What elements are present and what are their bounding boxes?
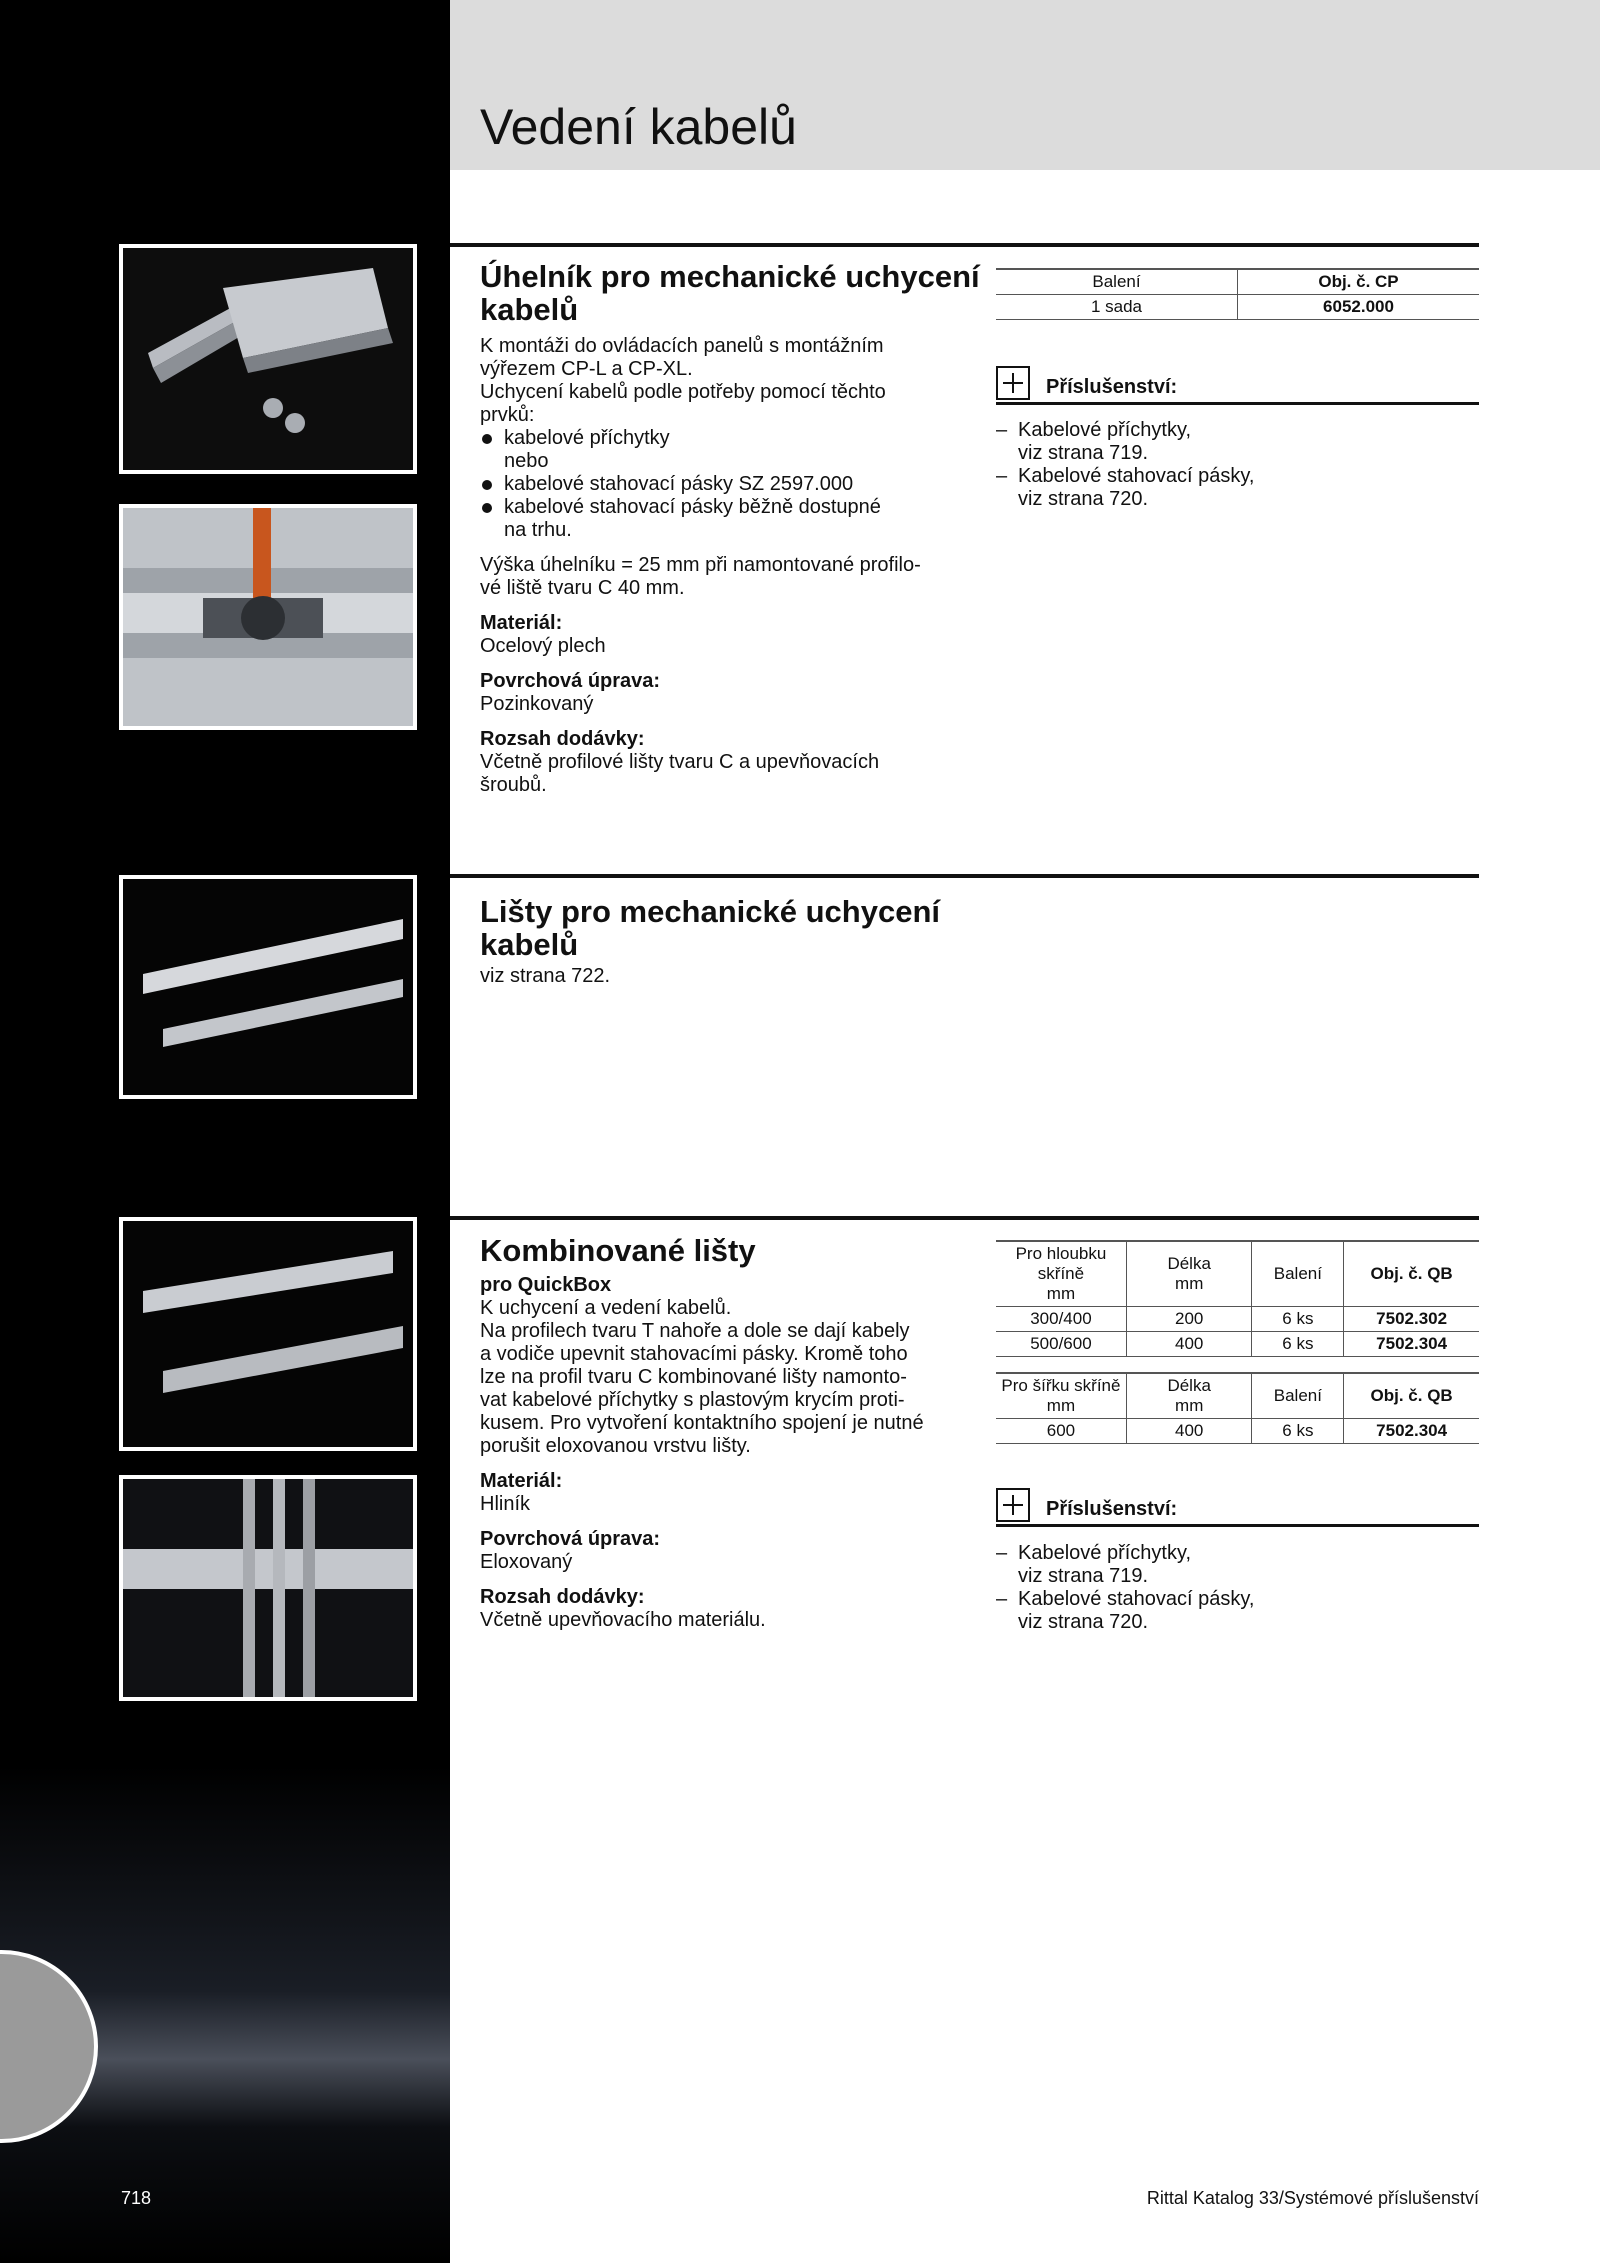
table-cell: 7502.304 [1344, 1332, 1479, 1357]
accessory-name: Kabelové příchytky, [1018, 419, 1192, 441]
table-header: Obj. č. CP [1238, 269, 1480, 295]
material-label: Materiál: [480, 1470, 563, 1492]
accessory-item [996, 419, 1476, 465]
table-cell: 1 sada [996, 295, 1238, 320]
bullet-item: kabelové stahovací pásky běžně dostupné [480, 496, 960, 519]
delivery-value: šroubů. [480, 774, 547, 796]
accessory-item [996, 1588, 1476, 1634]
header-line: Pro šířku skříně [1001, 1376, 1121, 1395]
header-line: mm [1175, 1274, 1204, 1293]
section3-depth-table [996, 1240, 1479, 1357]
accessory-name: Kabelové stahovací pásky, [1018, 465, 1255, 487]
surface-value: Eloxovaný [480, 1551, 573, 1573]
table-header: Obj. č. QB [1344, 1373, 1479, 1419]
section3-accessories-list [996, 1542, 1476, 1634]
section3-accessories-header [996, 1488, 1479, 1527]
table-cell: 300/400 [996, 1307, 1126, 1332]
text-line: vat kabelové příchytky s plastovým krycím proti- [480, 1389, 905, 1411]
header-line: mm [1046, 1396, 1076, 1415]
text-line: na trhu. [504, 519, 572, 541]
text-line: nebo [504, 450, 549, 472]
section1-rule [450, 243, 1479, 247]
page-number: 718 [121, 2188, 152, 2208]
header-line: Pro hloubku skříně [1015, 1244, 1107, 1283]
table-cell: 6 ks [1252, 1307, 1344, 1332]
section3-body [480, 1274, 960, 1632]
header-line: Délka [1167, 1376, 1211, 1395]
section1-accessories-list [996, 419, 1476, 511]
table-cell: 500/600 [996, 1332, 1126, 1357]
table-cell: 6 ks [1252, 1332, 1344, 1357]
table-header: Obj. č. QB [1344, 1241, 1479, 1307]
accessories-label: Příslušenství: [1046, 1498, 1178, 1520]
text-line: Uchycení kabelů podle potřeby pomocí těchto [480, 381, 886, 403]
accessory-page-ref: viz strana 719. [1018, 1565, 1149, 1587]
text-line: výřezem CP-L a CP-XL. [480, 358, 693, 380]
accessory-page-ref: viz strana 720. [1018, 1611, 1149, 1633]
table-header: Balení [1252, 1373, 1344, 1419]
text-line: a vodiče upevnit stahovacími pásky. Kromě toho [480, 1343, 908, 1365]
table-cell: 400 [1126, 1332, 1252, 1357]
text-line: K uchycení a vedení kabelů. [480, 1297, 732, 1319]
section1-order-table [996, 268, 1479, 320]
section3-title: Kombinované lišty [480, 1233, 756, 1268]
section3-width-table [996, 1372, 1479, 1444]
height-note: Výška úhelníku = 25 mm při namontované profilo- [480, 554, 921, 576]
accessory-page-ref: viz strana 720. [1018, 488, 1149, 510]
text-line: Na profilech tvaru T nahoře a dole se dají kabely [480, 1320, 910, 1342]
product-photo-combi-rails [119, 1217, 417, 1451]
text-line: lze na profil tvaru C kombinované lišty namonto- [480, 1366, 907, 1388]
section2-title: Lišty pro mechanické uchycení kabelů [480, 894, 941, 962]
section3-subtitle: pro QuickBox [480, 1274, 612, 1296]
material-value: Ocelový plech [480, 635, 606, 657]
accessory-page-ref: viz strana 719. [1018, 442, 1149, 464]
text-line: kusem. Pro vytvoření kontaktního spojení je nutné [480, 1412, 924, 1434]
section2-rule [450, 874, 1479, 878]
table-row [996, 295, 1479, 320]
text-line: prvků: [480, 404, 535, 426]
table-cell: 7502.302 [1344, 1307, 1479, 1332]
accessories-label: Příslušenství: [1046, 376, 1178, 398]
header-line: Délka [1167, 1254, 1211, 1273]
table-cell: 600 [996, 1419, 1126, 1444]
section3-rule [450, 1216, 1479, 1220]
surface-value: Pozinkovaný [480, 693, 594, 715]
material-value: Hliník [480, 1493, 531, 1515]
table-header [1126, 1373, 1252, 1419]
delivery-label: Rozsah dodávky: [480, 1586, 645, 1608]
page-reference: viz strana 722. [480, 965, 611, 987]
page-title: Vedení kabelů [480, 99, 797, 155]
footer-catalog-title: Rittal Katalog 33/Systémové příslušenství [1146, 2188, 1479, 2208]
accessory-name: Kabelové příchytky, [1018, 1542, 1192, 1564]
delivery-label: Rozsah dodávky: [480, 728, 645, 750]
bullet-item: kabelové stahovací pásky SZ 2597.000 [480, 473, 960, 496]
text-line: porušit eloxovanou vrstvu lišty. [480, 1435, 751, 1457]
section1-title: Úhelník pro mechanické uchycení kabelů [480, 259, 980, 327]
material-label: Materiál: [480, 612, 563, 634]
table-cell: 7502.304 [1344, 1419, 1479, 1444]
header-line: mm [1046, 1284, 1076, 1303]
product-photo-cables [119, 1475, 417, 1701]
section1-accessories-header [996, 366, 1479, 405]
height-note: vé liště tvaru C 40 mm. [480, 577, 685, 599]
accessory-item [996, 1542, 1476, 1588]
table-cell: 6 ks [1252, 1419, 1344, 1444]
section2-body [480, 965, 960, 988]
table-cell: 6052.000 [1238, 295, 1480, 320]
delivery-value: Včetně upevňovacího materiálu. [480, 1609, 766, 1631]
product-photo-bracket [119, 244, 417, 474]
table-row [996, 1419, 1479, 1444]
table-header [996, 1373, 1126, 1419]
bullet-item: kabelové příchytky [480, 427, 960, 450]
text-line: K montáži do ovládacích panelů s montážním [480, 335, 884, 357]
table-cell: 200 [1126, 1307, 1252, 1332]
header-line: mm [1175, 1396, 1204, 1415]
table-row [996, 1307, 1479, 1332]
table-header [996, 1241, 1126, 1307]
surface-label: Povrchová úprava: [480, 1528, 661, 1550]
table-header [1126, 1241, 1252, 1307]
table-row [996, 1332, 1479, 1357]
accessory-name: Kabelové stahovací pásky, [1018, 1588, 1255, 1610]
surface-label: Povrchová úprava: [480, 670, 661, 692]
section1-body [480, 335, 960, 797]
table-header: Balení [996, 269, 1238, 295]
accessory-item [996, 465, 1476, 511]
table-cell: 400 [1126, 1419, 1252, 1444]
plus-icon [996, 1488, 1030, 1522]
product-photo-rails [119, 875, 417, 1099]
table-header: Balení [1252, 1241, 1344, 1307]
product-photo-mounted [119, 504, 417, 730]
plus-icon [996, 366, 1030, 400]
delivery-value: Včetně profilové lišty tvaru C a upevňovacích [480, 751, 880, 773]
